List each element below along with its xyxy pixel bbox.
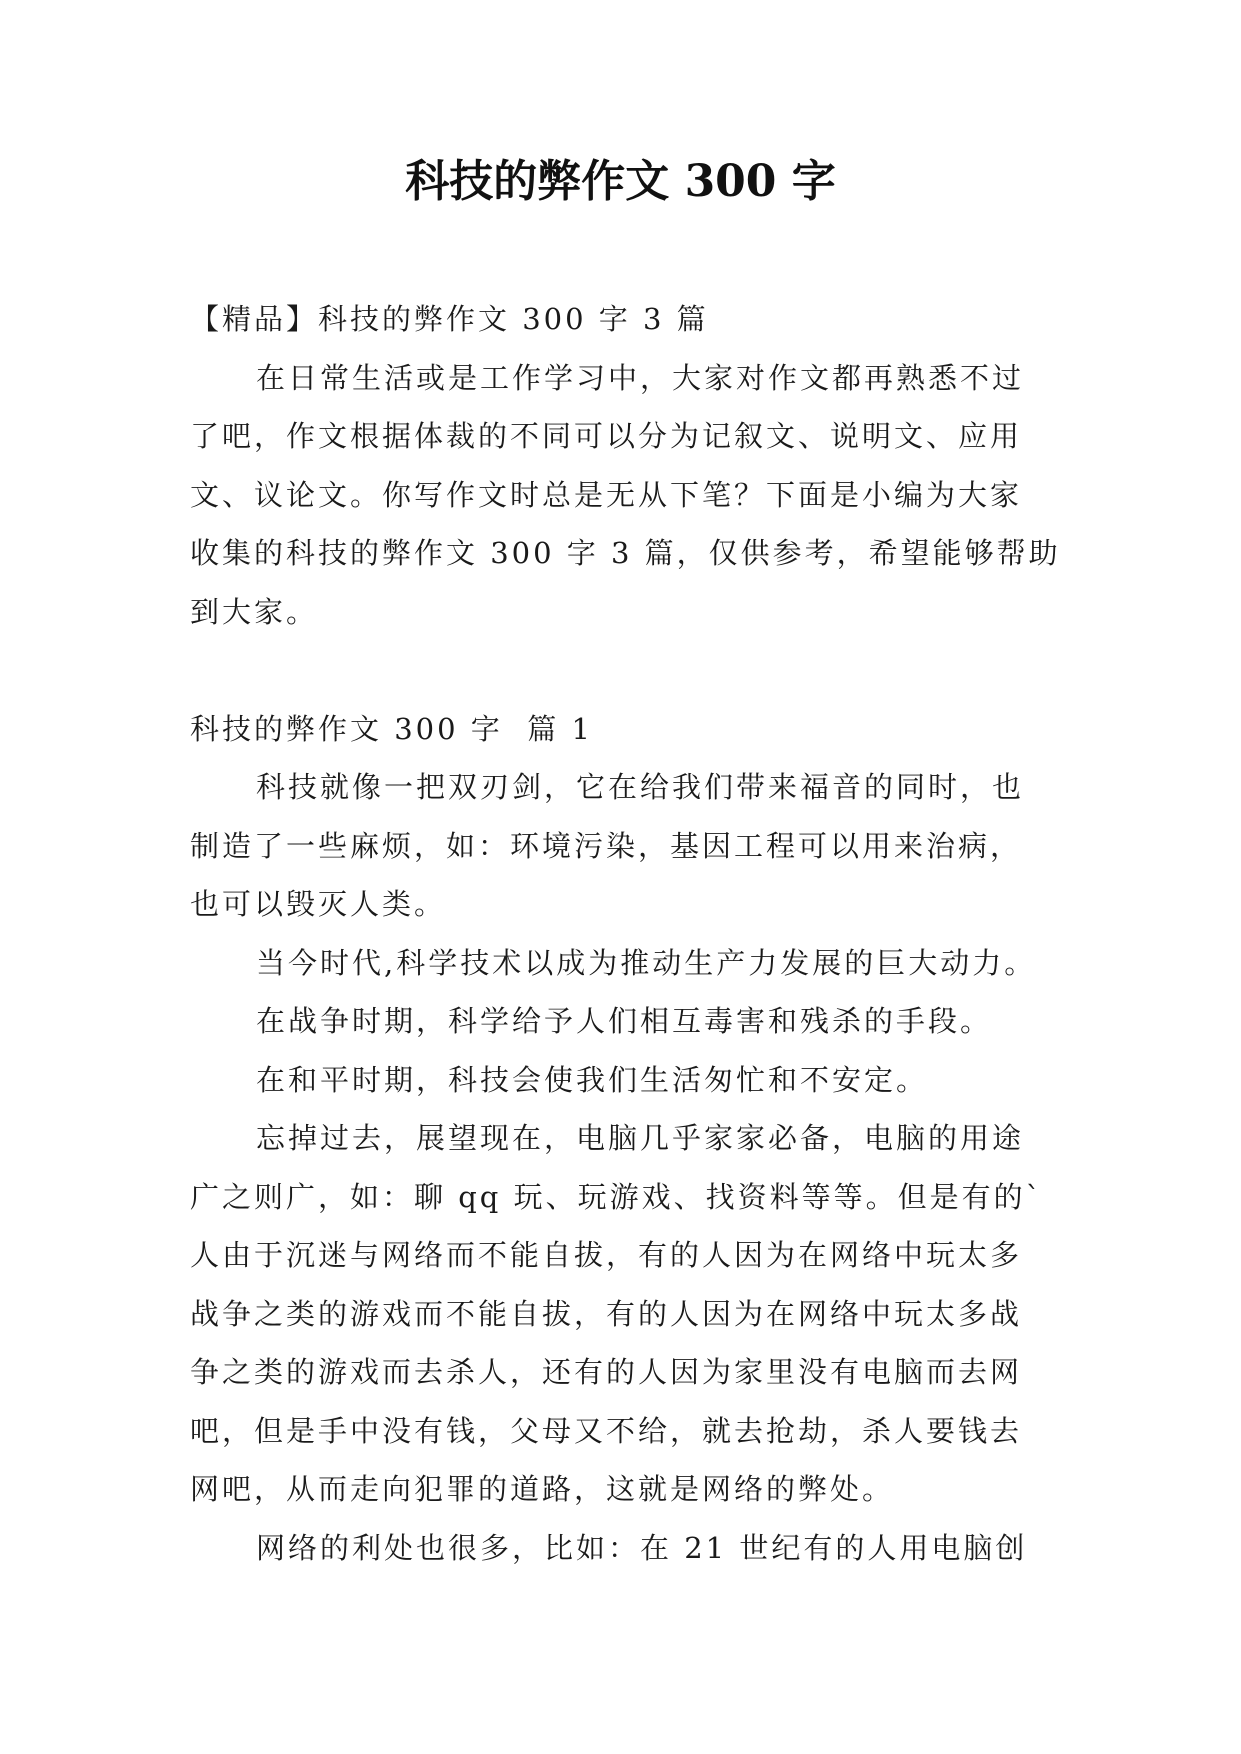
body-paragraph [190, 934, 1060, 993]
intro-paragraph [190, 349, 1060, 642]
text-line: 网络的利处也很多，比如：在 21 世纪有的人用电脑创 [256, 1530, 1028, 1565]
text-line: 也可以毁灭人类。 [190, 887, 447, 921]
text-line: 战争之类的游戏而不能自拔，有的人因为在网络中玩太多战 [190, 1296, 1023, 1331]
body-paragraph [190, 1051, 1060, 1110]
text-line: 忘掉过去，展望现在，电脑几乎家家必备，电脑的用途 [256, 1121, 1025, 1155]
text-line: 在和平时期，科技会使我们生活匆忙和不安定。 [256, 1062, 929, 1097]
text-line: 制造了一些麻烦，如：环境污染，基因工程可以用来治病， [190, 828, 1023, 863]
text-line: 吧，但是手中没有钱，父母又不给，就去抢劫，杀人要钱去 [190, 1413, 1023, 1448]
text-line: 了吧，作文根据体裁的不同可以分为记叙文、说明文、应用 [190, 419, 1023, 453]
text-line: 争之类的游戏而去杀人，还有的人因为家里没有电脑而去网 [190, 1355, 1023, 1389]
document-subtitle: 【精品】科技的弊作文 300 字 3 篇 [190, 302, 709, 336]
document-title: 科技的弊作文 300 字 [405, 156, 836, 207]
section-heading: 科技的弊作文 300 字 篇 1 [190, 711, 593, 746]
document-body [190, 290, 1060, 1577]
text-line: 广之则广，如：聊 qq 玩、玩游戏、找资料等等。但是有的` [190, 1179, 1044, 1214]
text-line: 在日常生活或是工作学习中，大家对作文都再熟悉不过 [256, 360, 1025, 395]
body-paragraph [190, 1109, 1060, 1519]
spacer [190, 641, 1060, 700]
body-paragraph [190, 1519, 1060, 1578]
text-line: 当今时代,科学技术以成为推动生产力发展的巨大动力。 [256, 945, 1037, 980]
text-line: 文、议论文。你写作文时总是无从下笔？下面是小编为大家 [190, 477, 1023, 512]
text-line: 到大家。 [190, 594, 319, 629]
text-line: 在战争时期，科学给予人们相互毒害和残杀的手段。 [256, 1004, 993, 1038]
text-line: 网吧，从而走向犯罪的道路，这就是网络的弊处。 [190, 1472, 895, 1506]
body-paragraph [190, 758, 1060, 934]
text-line: 收集的科技的弊作文 300 字 3 篇，仅供参考，希望能够帮助 [190, 536, 1061, 570]
text-line: 科技就像一把双刃剑，它在给我们带来福音的同时，也 [256, 770, 1025, 804]
body-paragraph [190, 992, 1060, 1051]
text-line: 人由于沉迷与网络而不能自拔，有的人因为在网络中玩太多 [190, 1238, 1023, 1272]
